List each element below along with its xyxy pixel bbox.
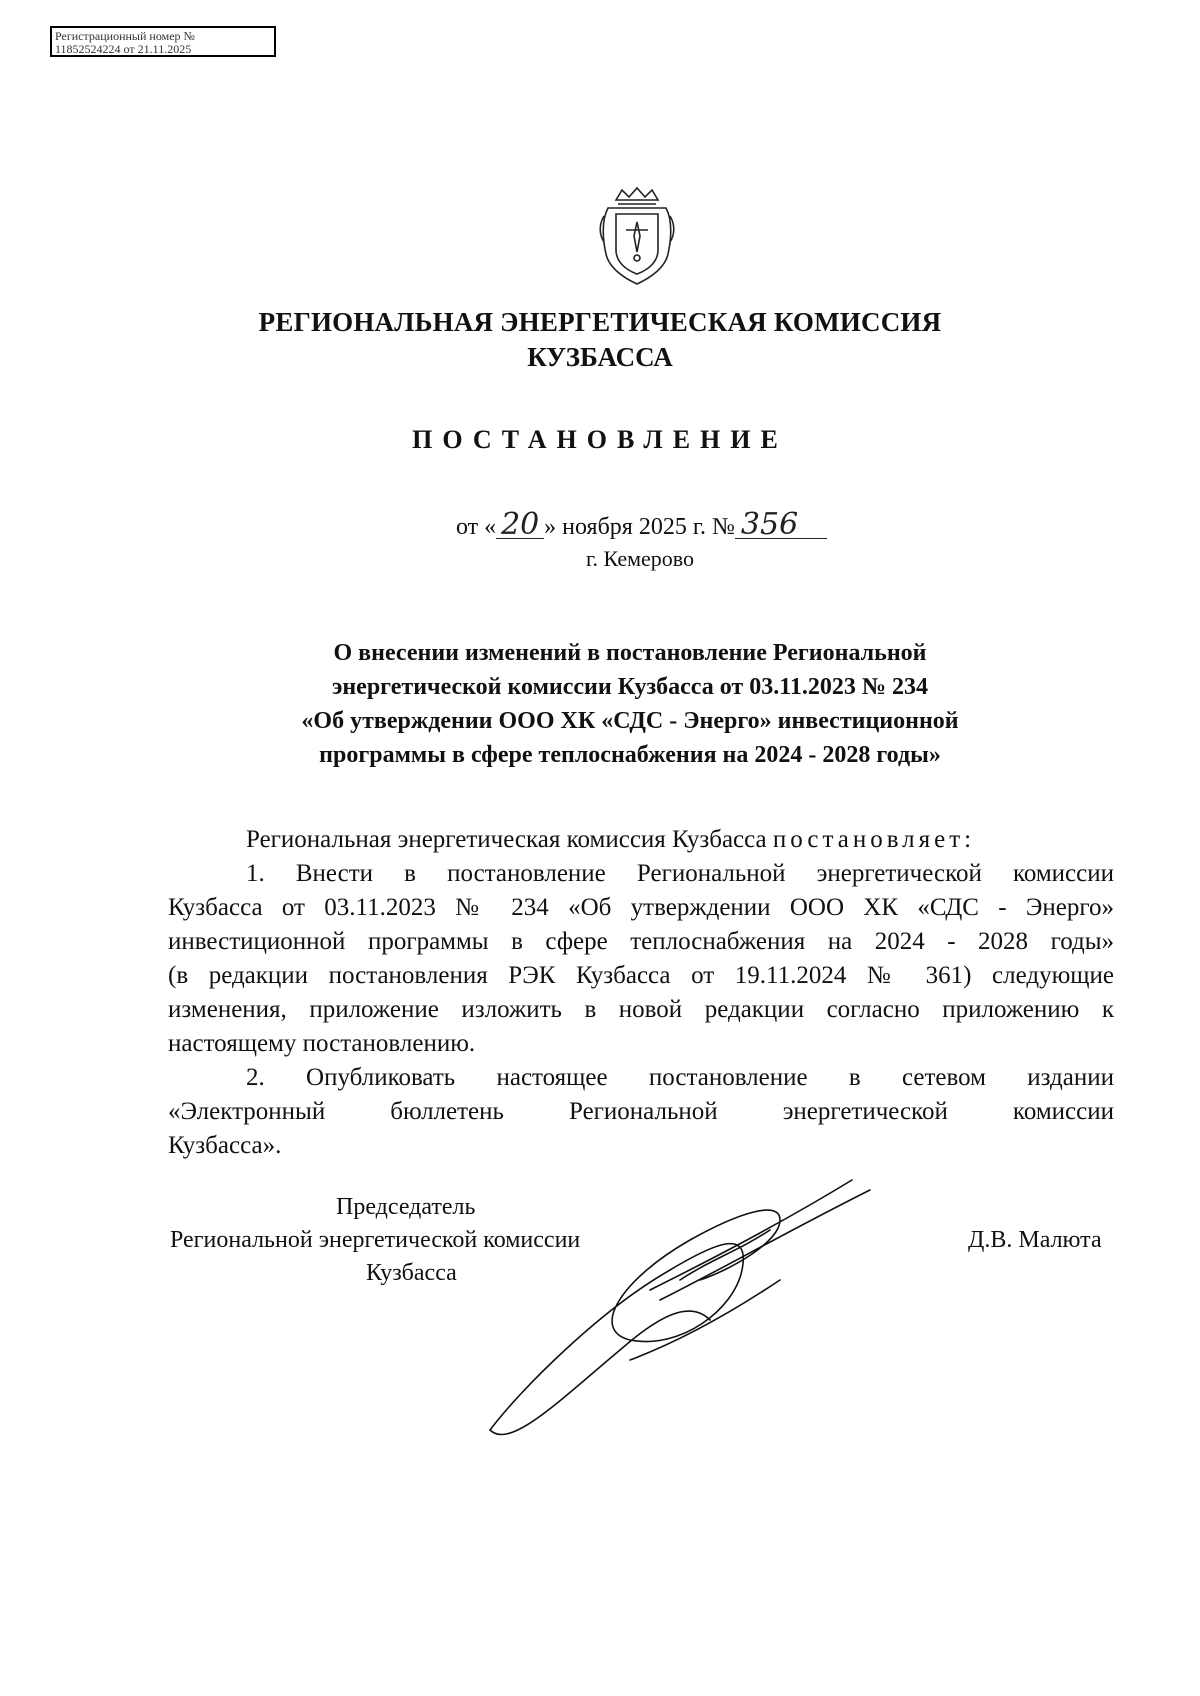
date-prefix: от « xyxy=(456,514,497,540)
date-day-handwritten: 20 xyxy=(496,512,544,539)
item1-line: 1. Внести в постановление Региональной энергетической комиссии xyxy=(246,860,1114,887)
document-city: г. Кемерово xyxy=(585,546,695,571)
document-number-handwritten: 356 xyxy=(735,512,827,539)
registration-stamp xyxy=(50,26,276,57)
registration-number: 11852524224 от 21.11.2025 xyxy=(55,42,192,56)
registration-label: Регистрационный номер № xyxy=(55,29,195,43)
organization-title: РЕГИОНАЛЬНАЯ ЭНЕРГЕТИЧЕСКАЯ КОМИССИЯ xyxy=(258,307,942,337)
item1-line: изменения, приложение изложить в новой редакции согласно приложению к xyxy=(168,996,1114,1023)
date-month-year: » ноября 2025 г. № xyxy=(544,514,735,540)
handwritten-signature xyxy=(480,1160,940,1460)
item1-line: инвестиционной программы в сфере теплоснабжения на 2024 - 2028 годы» xyxy=(168,928,1114,955)
preamble xyxy=(246,823,1114,857)
item2-line: «Электронный бюллетень Региональной энергетической комиссии xyxy=(168,1098,1114,1125)
item1-line: (в редакции постановления РЭК Кузбасса от 19.11.2024 № 361) следующие xyxy=(168,962,1114,989)
document-date-line xyxy=(456,507,827,542)
preamble-text: Региональная энергетическая комиссия Кузбасса xyxy=(246,826,767,853)
signatory-name: Д.В. Малюта xyxy=(968,1227,1102,1253)
signatory-organization: Региональной энергетической комиссии xyxy=(170,1227,581,1253)
item2-line: 2. Опубликовать настоящее постановление в сетевом издании xyxy=(246,1064,1114,1091)
item2-line: Кузбасса». xyxy=(168,1132,282,1159)
item1-line: настоящему постановлению. xyxy=(168,1030,476,1057)
kuzbass-coat-of-arms-icon xyxy=(596,186,678,286)
signatory-region: Кузбасса xyxy=(366,1260,457,1286)
signatory-position: Председатель xyxy=(336,1194,476,1220)
preamble-verb: постановляет: xyxy=(772,826,976,853)
document-type: ПОСТАНОВЛЕНИЕ xyxy=(412,425,788,454)
subject-line: программы в сфере теплоснабжения на 2024 - 2028 годы» xyxy=(319,742,941,768)
subject-line: О внесении изменений в постановление Региональной xyxy=(333,640,927,666)
subject-line: «Об утверждении ООО ХК «СДС - Энерго» инвестиционной xyxy=(301,708,959,734)
organization-region: КУЗБАССА xyxy=(527,342,673,372)
item1-line: Кузбасса от 03.11.2023 № 234 «Об утверждении ООО ХК «СДС - Энерго» xyxy=(168,894,1114,921)
subject-line: энергетической комиссии Кузбасса от 03.11.2023 № 234 xyxy=(331,674,929,700)
